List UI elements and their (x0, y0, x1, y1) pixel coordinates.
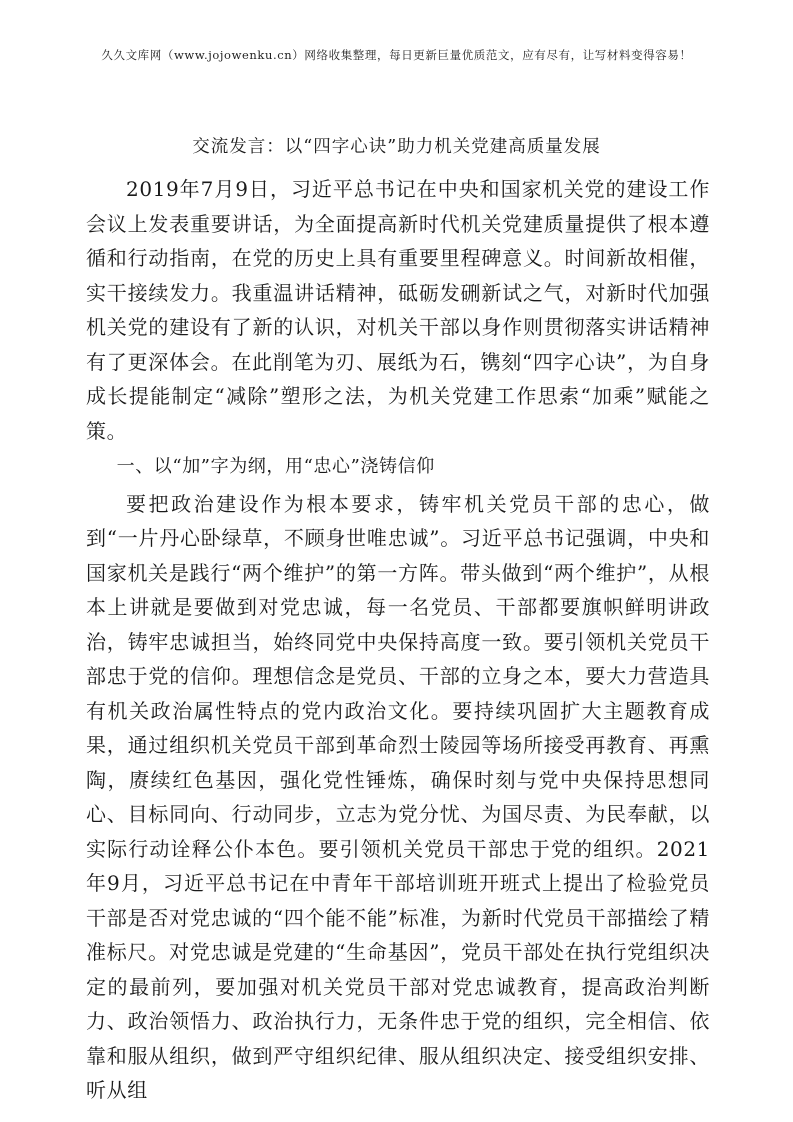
intro-paragraph: 2019年7月9日，习近平总书记在中央和国家机关党的建设工作会议上发表重要讲话，为全面提高新时代机关党建质量提供了根本遵循和行动指南，在党的历史上具有重要里程碑意义。时间新故相催，实干接续发力。我重温讲话精神，砥砺发硎新试之气，对新时代加强机关党的建设有了新的认识，对机关干部以身作则贯彻落实讲话精神有了更深体会。在此削笔为刃、展纸为石，镌刻“四字心诀”，为自身成长提能制定“减除”塑形之法，为机关党建工作思索“加乘”赋能之策。 (86, 177, 710, 443)
document-title: 交流发言：以“四字心诀”助力机关党建高质量发展 (192, 137, 601, 157)
section-1-paragraph: 要把政治建设作为根本要求，铸牢机关党员干部的忠心，做到“一片丹心卧绿草，不顾身世唯忠诚”。习近平总书记强调，中央和国家机关是践行“两个维护”的第一方阵。带头做到“两个维护”，从根本上讲就是要做到对党忠诚，每一名党员、干部都要旗帜鲜明讲政治，铸牢忠诚担当，始终同党中央保持高度一致。要引领机关党员干部忠于党的信仰。理想信念是党员、干部的立身之本，要大力营造具有机关政治属性特点的党内政治文化。要持续巩固扩大主题教育成果，通过组织机关党员干部到革命烈士陵园等场所接受再教育、再熏陶，赓续红色基因，强化党性锤炼，确保时刻与党中央保持思想同心、目标同向、行动同步，立志为党分忧、为国尽责、为民奉献，以实际行动诠释公仆本色。要引领机关党员干部忠于党的组织。2021年9月，习近平总书记在中青年干部培训班开班式上提出了检验党员干部是否对党忠诚的“四个能不能”标准，为新时代党员干部描绘了精准标尺。对党忠诚是党建的“生命基因”，党员干部处在执行党组织决定的最前列，要加强对机关党员干部对党忠诚教育，提高政治判断力、政治领悟力、政治执行力，无条件忠于党的组织，完全相信、依靠和服从组织，做到严守组织纪律、服从组织决定、接受组织安排、听从组 (86, 491, 710, 1102)
header-watermark-note: 久久文库网（www.jojowenku.cn）网络收集整理，每日更新巨量优质范文，应有尽有，让写材料变得容易！ (101, 48, 692, 62)
section-1-heading: 一、以“加”字为纲，用“忠心”浇铸信仰 (116, 456, 435, 477)
document-body (86, 172, 710, 1108)
